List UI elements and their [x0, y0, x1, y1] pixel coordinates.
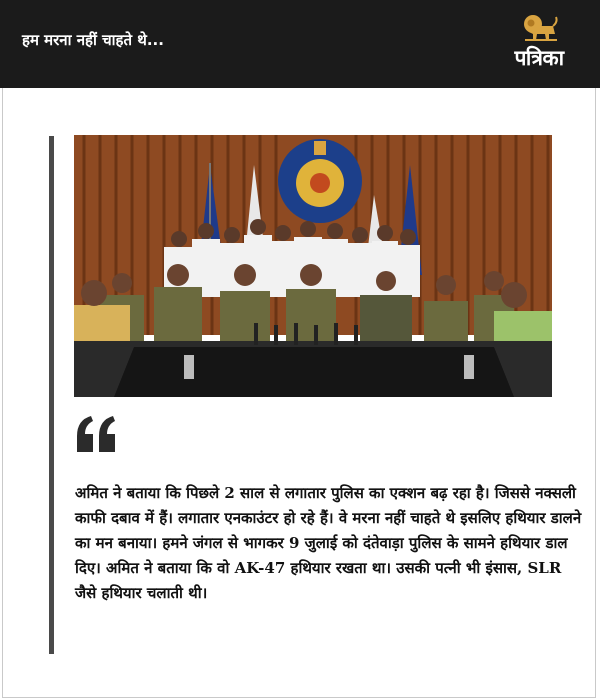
header-bar — [0, 0, 600, 88]
brand-logo[interactable] — [500, 12, 578, 78]
press-conference-photo — [74, 135, 552, 397]
quote-text: अमित ने बताया कि पिछले 2 साल से लगातार पुलिस का एक्शन बढ़ रहा है। जिससे नक्सली काफी दबाव में हैं। लगातार एनकाउंटर हो रहे हैं। वे मरना नहीं चाहते थे इसलिए हथियार डालने का मन बनाया। हमने जंगल से भागकर 9 जुलाई को दंतेवाड़ा पुलिस के सामने हथियार डाल दिए। अमित ने बताया कि वो AK-47 हथियार रखता था। उसकी पत्नी भी इंसास, SLR जैसे हथियार चलाती थी। — [75, 484, 582, 602]
quote-rule — [49, 136, 54, 654]
headline: हम मरना नहीं चाहते थे... — [22, 31, 164, 49]
article-card — [2, 88, 596, 698]
brand-name: पत्रिका — [514, 46, 564, 70]
lion-icon — [519, 12, 559, 42]
quote-mark-icon — [75, 414, 119, 454]
